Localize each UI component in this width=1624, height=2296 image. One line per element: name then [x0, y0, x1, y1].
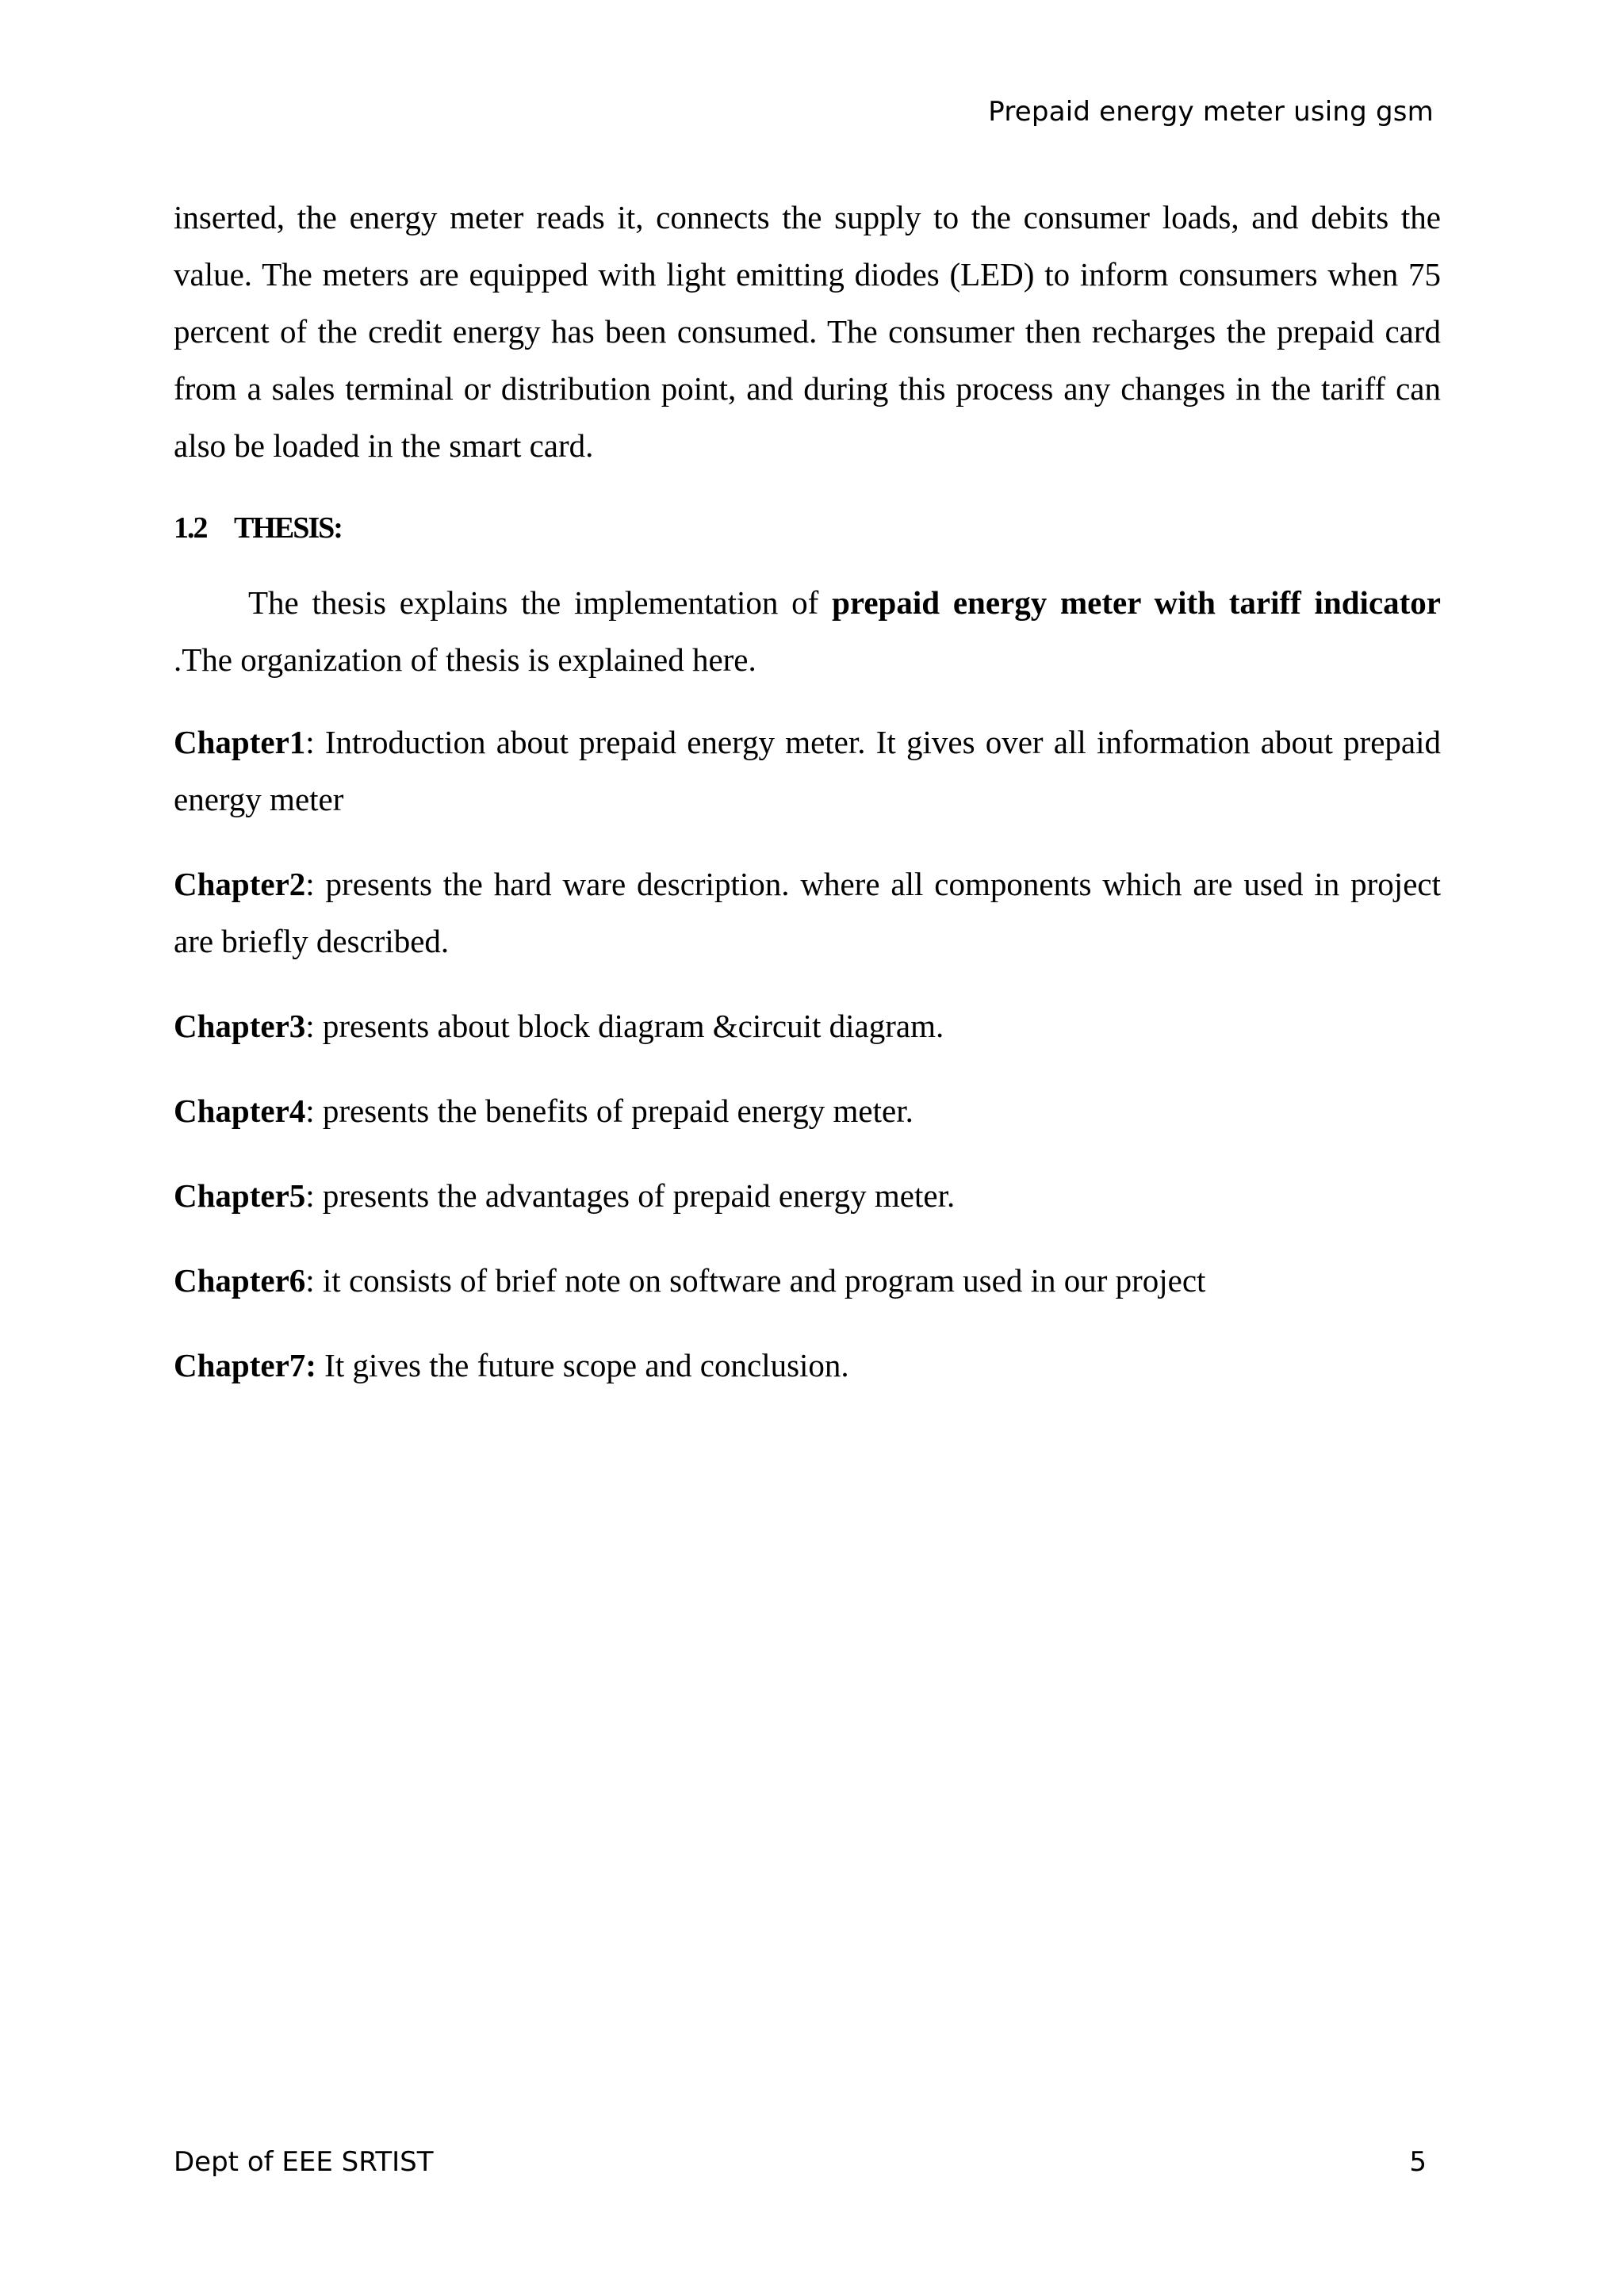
- section-number: 1.2: [174, 511, 207, 545]
- chapter-description: : presents about block diagram &circuit diagram.: [305, 1008, 944, 1044]
- chapter-entry-2: [174, 855, 1441, 970]
- page-body: [174, 189, 1441, 1422]
- section-title: THESIS:: [234, 511, 342, 545]
- chapter-entry-4: [174, 1082, 1441, 1139]
- chapter-entry-6: [174, 1252, 1441, 1309]
- thesis-text-bold: prepaid energy meter with tariff indicator: [832, 584, 1441, 621]
- footer-department: Dept of EEE SRTIST: [174, 2146, 434, 2178]
- chapter-entry-3: [174, 997, 1441, 1054]
- thesis-text-after: .The organization of thesis is explained here.: [174, 641, 756, 678]
- chapter-label: Chapter7:: [174, 1347, 316, 1383]
- chapter-label: Chapter6: [174, 1262, 306, 1299]
- chapter-description: : Introduction about prepaid energy meter. It gives over all information about prepaid energy meter: [174, 724, 1441, 817]
- chapter-description: : presents the hard ware description. where all components which are used in project are briefly described.: [174, 866, 1441, 959]
- chapter-description: : it consists of brief note on software and program used in our project: [305, 1262, 1206, 1299]
- chapter-label: Chapter4: [174, 1093, 306, 1129]
- chapter-description: : presents the benefits of prepaid energy meter.: [305, 1093, 914, 1129]
- thesis-text-before: The thesis explains the implementation of: [248, 584, 833, 621]
- thesis-paragraph: [174, 574, 1441, 688]
- chapter-description: : presents the advantages of prepaid energy meter.: [305, 1177, 956, 1214]
- chapter-label: Chapter2: [174, 866, 306, 902]
- chapter-label: Chapter1: [174, 724, 306, 760]
- running-header: Prepaid energy meter using gsm: [988, 96, 1434, 128]
- section-heading: [174, 504, 1441, 552]
- intro-paragraph: inserted, the energy meter reads it, connects the supply to the consumer loads, and debits the value. The meters are equipped with light emitting diodes (LED) to inform consumers when 75 percent of the credit energy has been consumed. The consumer then recharges the prepaid card from a sales terminal or distribution point, and during this process any changes in the tariff can also be loaded in the smart card.: [174, 199, 1441, 464]
- chapter-entry-5: [174, 1167, 1441, 1224]
- page-number: 5: [1409, 2146, 1427, 2178]
- chapter-label: Chapter5: [174, 1177, 306, 1214]
- chapter-entry-7: [174, 1337, 1441, 1394]
- chapter-entry-1: [174, 714, 1441, 828]
- chapter-label: Chapter3: [174, 1008, 306, 1044]
- chapter-description: It gives the future scope and conclusion.: [316, 1347, 849, 1383]
